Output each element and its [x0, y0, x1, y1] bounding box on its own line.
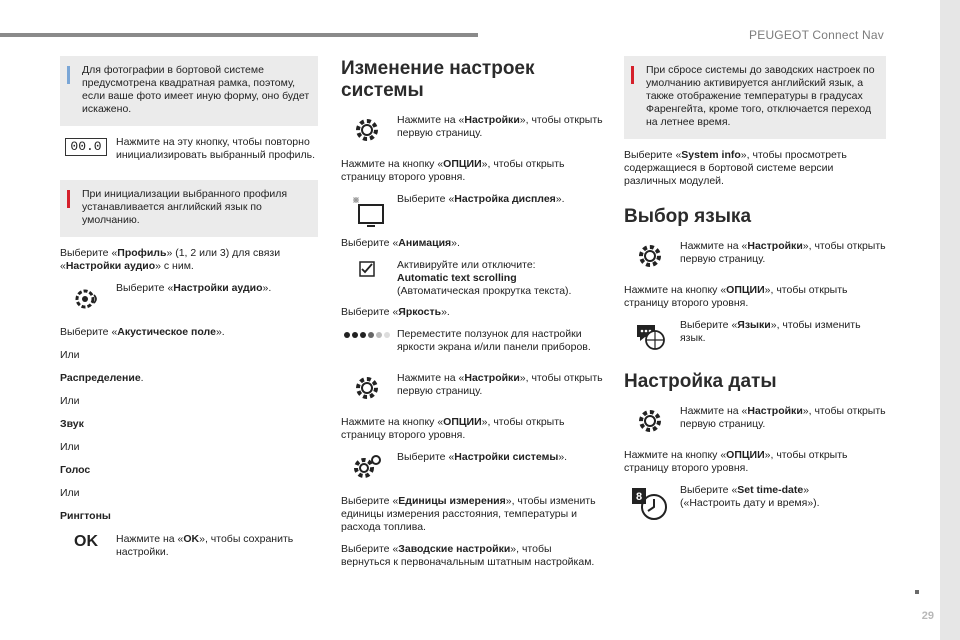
ok-button[interactable]: OK	[74, 533, 98, 550]
section-title-system: Изменение настроек системы	[341, 58, 535, 101]
audio-settings-icon[interactable]	[71, 284, 101, 314]
select-profile-text: Выберите «Профиль» (1, 2 или 3) для связи «Настройки аудио» с ним.	[60, 247, 281, 272]
settings-step-2: Нажмите на «Настройки», чтобы открыть первую страницу.	[341, 372, 603, 408]
checkbox-icon[interactable]	[359, 261, 375, 277]
info-icon	[67, 66, 70, 84]
lang-settings-step: Нажмите на «Настройки», чтобы открыть первую страницу.	[624, 240, 886, 276]
or-text-1: Или	[60, 349, 80, 361]
or-text-2: Или	[60, 395, 80, 407]
system-settings-step: Выберите «Настройки системы».	[341, 451, 603, 487]
gear-icon[interactable]	[353, 374, 381, 402]
audio-settings-step: Выберите «Настройки аудио».	[60, 282, 318, 318]
column-1	[60, 56, 318, 577]
brightness-text: Выберите «Яркость».	[341, 306, 450, 318]
or-text-4: Или	[60, 487, 80, 499]
header-rule	[0, 33, 478, 37]
factory-text: Выберите «Заводские настройки», чтобы вернуться к первоначальным штатным настройкам.	[341, 543, 595, 568]
page-number: 29	[921, 610, 934, 622]
or-text-3: Или	[60, 441, 80, 453]
date-settings-step: Нажмите на «Настройки», чтобы открыть первую страницу.	[624, 405, 886, 441]
info-note-photo: Для фотографии в бортовой системе предусмотрена квадратная рамка, поэтому, если ваше фото имеет иную форму, оно будет искажено.	[60, 56, 318, 126]
reinit-step: 00.0 Нажмите на эту кнопку, чтобы повторно инициализировать выбранный профиль.	[60, 136, 318, 172]
warning-note-init: При инициализации выбранного профиля устанавливается английский язык по умолчанию.	[60, 180, 318, 237]
display-settings-step: Выберите «Настройка дисплея».	[341, 193, 603, 229]
slider-step: Переместите ползунок для настройки яркости экрана и/или панели приборов.	[341, 328, 603, 364]
option-sound: Звук	[60, 418, 84, 430]
warning-icon	[631, 66, 634, 84]
page-header-title: PEUGEOT Connect Nav	[749, 28, 884, 42]
system-info-text: Выберите «System info», чтобы просмотреть содержащиеся в бортовой системе версии различных модулей.	[624, 149, 847, 187]
page-edge-bar	[940, 0, 960, 640]
ok-step: OK Нажмите на «OK», чтобы сохранить настройки.	[74, 533, 294, 558]
acoustic-text: Выберите «Акустическое поле».	[60, 326, 225, 338]
bullet-mark	[915, 590, 919, 594]
set-time-date-step: 8 Выберите «Set time-date» («Настроить дату и время»).	[624, 484, 886, 520]
units-text: Выберите «Единицы измерения», чтобы изменить единицы измерения расстояния, температуры и расхода топлива.	[341, 495, 596, 533]
clock-icon[interactable]	[630, 486, 670, 522]
display-brightness-icon[interactable]	[347, 195, 387, 229]
options-text-2: Нажмите на кнопку «ОПЦИИ», чтобы открыть страницу второго уровня.	[341, 416, 565, 441]
option-distribution: Распределение.	[60, 372, 144, 384]
warning-note-reset: При сбросе системы до заводских настроек по умолчанию активируется английский язык, а также отображение температуры в градусах Фаренгейта, кроме того, отключается переход на летнее время.	[624, 56, 886, 139]
option-voice: Голос	[60, 464, 91, 476]
options-text-1: Нажмите на кнопку «ОПЦИИ», чтобы открыть страницу второго уровня.	[341, 158, 565, 183]
column-2	[341, 56, 603, 578]
option-ringtones: Рингтоны	[60, 510, 111, 522]
section-title-language: Выбор языка	[624, 206, 752, 227]
gear-icon[interactable]	[353, 116, 381, 144]
animation-text: Выберите «Анимация».	[341, 237, 460, 249]
gear-icon[interactable]	[636, 407, 664, 435]
scroll-toggle-step: Активируйте или отключите: Automatic text scrolling (Автоматическая прокрутка текста).	[341, 259, 603, 298]
system-settings-icon[interactable]	[351, 453, 383, 481]
section-title-date: Настройка даты	[624, 371, 777, 392]
display-value-icon[interactable]: 00.0	[65, 138, 106, 156]
gear-icon[interactable]	[636, 242, 664, 270]
column-3	[624, 56, 886, 528]
slider-icon[interactable]	[343, 330, 391, 340]
lang-options-text: Нажмите на кнопку «ОПЦИИ», чтобы открыть страницу второго уровня.	[624, 284, 848, 309]
date-options-text: Нажмите на кнопку «ОПЦИИ», чтобы открыть страницу второго уровня.	[624, 449, 848, 474]
calendar-badge: 8	[635, 491, 643, 503]
warning-icon	[67, 190, 70, 208]
languages-step: Выберите «Языки», чтобы изменить язык.	[624, 319, 886, 355]
language-icon[interactable]	[633, 321, 667, 351]
settings-step-1: Нажмите на «Настройки», чтобы открыть первую страницу.	[341, 114, 603, 150]
